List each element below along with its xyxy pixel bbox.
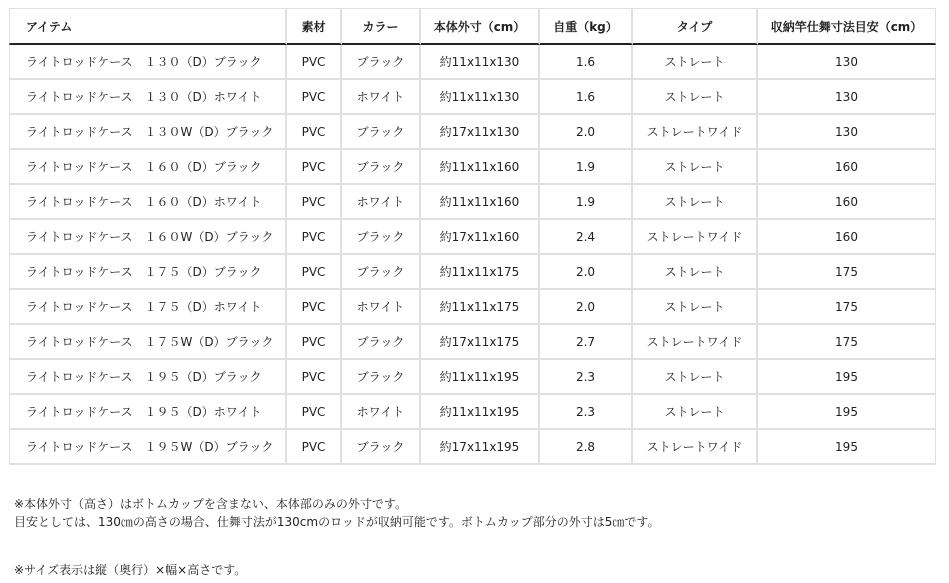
cell-dimensions: 約17x11x175 — [421, 325, 540, 360]
cell-type: ストレート — [633, 360, 758, 395]
cell-weight: 2.8 — [540, 430, 633, 465]
notes — [14, 495, 659, 579]
cell-rod-length: 130 — [758, 80, 936, 115]
cell-material: PVC — [287, 290, 342, 325]
cell-type: ストレートワイド — [633, 325, 758, 360]
cell-material: PVC — [287, 430, 342, 465]
cell-color: ホワイト — [342, 80, 421, 115]
cell-color: ブラック — [342, 255, 421, 290]
cell-item: ライトロッドケース １７５（D）ホワイト — [9, 290, 287, 325]
cell-rod-length: 130 — [758, 115, 936, 150]
table-row — [9, 115, 936, 150]
note-size-format: ※サイズ表示は縦（奥行）×幅×高さです。 — [14, 563, 247, 577]
cell-weight: 2.3 — [540, 360, 633, 395]
note-capacity: 目安としては、130㎝の高さの場合、仕舞寸法が130cmのロッドが収納可能です。ボトムカップ部分の外寸は5㎝です。 — [14, 515, 660, 529]
cell-weight: 2.0 — [540, 115, 633, 150]
cell-type: ストレート — [633, 255, 758, 290]
cell-rod-length: 160 — [758, 185, 936, 220]
cell-weight: 1.9 — [540, 185, 633, 220]
spec-table — [9, 8, 936, 465]
table-row — [9, 325, 936, 360]
cell-color: ホワイト — [342, 395, 421, 430]
table-row — [9, 430, 936, 465]
table-body — [9, 45, 936, 465]
cell-dimensions: 約11x11x175 — [421, 290, 540, 325]
header-color: カラー — [342, 8, 421, 45]
cell-material: PVC — [287, 395, 342, 430]
table-row — [9, 185, 936, 220]
cell-item: ライトロッドケース １３０W（D）ブラック — [9, 115, 287, 150]
header-rod-length: 収納竿仕舞寸法目安（cm） — [758, 8, 936, 45]
cell-weight: 1.9 — [540, 150, 633, 185]
cell-color: ブラック — [342, 115, 421, 150]
cell-material: PVC — [287, 220, 342, 255]
cell-dimensions: 約17x11x130 — [421, 115, 540, 150]
table-row — [9, 150, 936, 185]
cell-material: PVC — [287, 325, 342, 360]
table-row — [9, 45, 936, 80]
cell-material: PVC — [287, 185, 342, 220]
table-row — [9, 360, 936, 395]
cell-material: PVC — [287, 255, 342, 290]
cell-rod-length: 195 — [758, 360, 936, 395]
cell-color: ブラック — [342, 45, 421, 80]
cell-dimensions: 約11x11x160 — [421, 150, 540, 185]
cell-rod-length: 160 — [758, 220, 936, 255]
cell-item: ライトロッドケース １７５W（D）ブラック — [9, 325, 287, 360]
cell-type: ストレート — [633, 150, 758, 185]
cell-color: ブラック — [342, 430, 421, 465]
cell-weight: 1.6 — [540, 80, 633, 115]
cell-item: ライトロッドケース １９５（D）ブラック — [9, 360, 287, 395]
cell-dimensions: 約17x11x195 — [421, 430, 540, 465]
cell-type: ストレートワイド — [633, 220, 758, 255]
cell-item: ライトロッドケース １６０（D）ホワイト — [9, 185, 287, 220]
cell-weight: 2.0 — [540, 255, 633, 290]
cell-color: ブラック — [342, 220, 421, 255]
cell-weight: 2.3 — [540, 395, 633, 430]
cell-dimensions: 約11x11x175 — [421, 255, 540, 290]
header-material: 素材 — [287, 8, 342, 45]
cell-material: PVC — [287, 150, 342, 185]
cell-rod-length: 160 — [758, 150, 936, 185]
cell-dimensions: 約11x11x160 — [421, 185, 540, 220]
cell-type: ストレート — [633, 45, 758, 80]
cell-color: ブラック — [342, 360, 421, 395]
cell-type: ストレートワイド — [633, 115, 758, 150]
cell-color: ホワイト — [342, 290, 421, 325]
cell-weight: 1.6 — [540, 45, 633, 80]
table-row — [9, 290, 936, 325]
cell-color: ブラック — [342, 150, 421, 185]
header-item: アイテム — [9, 8, 287, 45]
cell-material: PVC — [287, 115, 342, 150]
cell-dimensions: 約11x11x195 — [421, 360, 540, 395]
cell-type: ストレート — [633, 290, 758, 325]
cell-color: ホワイト — [342, 185, 421, 220]
cell-type: ストレートワイド — [633, 430, 758, 465]
note-dimensions: ※本体外寸（高さ）はボトムカップを含まない、本体部のみの外寸です。 — [14, 497, 407, 511]
table-row — [9, 255, 936, 290]
table-row — [9, 80, 936, 115]
cell-material: PVC — [287, 360, 342, 395]
cell-item: ライトロッドケース １９５（D）ホワイト — [9, 395, 287, 430]
cell-dimensions: 約11x11x130 — [421, 45, 540, 80]
cell-type: ストレート — [633, 80, 758, 115]
table-row — [9, 220, 936, 255]
header-type: タイプ — [633, 8, 758, 45]
cell-color: ブラック — [342, 325, 421, 360]
cell-item: ライトロッドケース １６０（D）ブラック — [9, 150, 287, 185]
cell-weight: 2.4 — [540, 220, 633, 255]
cell-type: ストレート — [633, 185, 758, 220]
cell-material: PVC — [287, 80, 342, 115]
cell-rod-length: 175 — [758, 255, 936, 290]
cell-rod-length: 175 — [758, 290, 936, 325]
cell-type: ストレート — [633, 395, 758, 430]
cell-item: ライトロッドケース １３０（D）ホワイト — [9, 80, 287, 115]
header-weight: 自重（kg） — [540, 8, 633, 45]
cell-dimensions: 約11x11x195 — [421, 395, 540, 430]
cell-item: ライトロッドケース １３０（D）ブラック — [9, 45, 287, 80]
cell-rod-length: 195 — [758, 395, 936, 430]
table-header-row — [9, 8, 936, 45]
cell-item: ライトロッドケース １７５（D）ブラック — [9, 255, 287, 290]
table-row — [9, 395, 936, 430]
cell-rod-length: 195 — [758, 430, 936, 465]
cell-dimensions: 約11x11x130 — [421, 80, 540, 115]
cell-weight: 2.7 — [540, 325, 633, 360]
cell-rod-length: 130 — [758, 45, 936, 80]
cell-rod-length: 175 — [758, 325, 936, 360]
cell-material: PVC — [287, 45, 342, 80]
cell-weight: 2.0 — [540, 290, 633, 325]
cell-item: ライトロッドケース １９５W（D）ブラック — [9, 430, 287, 465]
header-dimensions: 本体外寸（cm） — [421, 8, 540, 45]
cell-dimensions: 約17x11x160 — [421, 220, 540, 255]
cell-item: ライトロッドケース １６０W（D）ブラック — [9, 220, 287, 255]
